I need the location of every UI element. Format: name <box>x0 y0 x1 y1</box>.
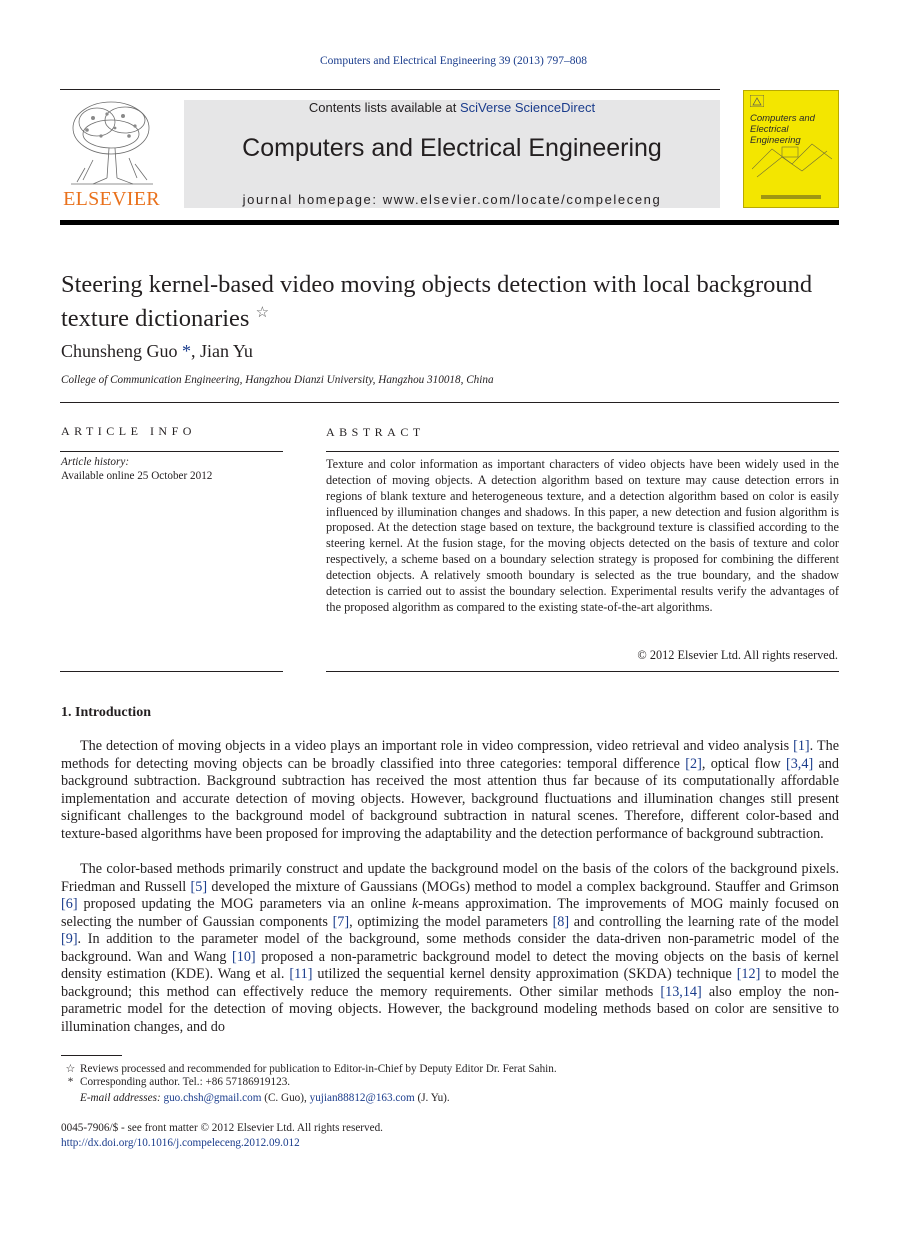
footnote-text: Corresponding author. Tel.: +86 57186919123. <box>80 1076 291 1088</box>
math-variable: k <box>411 896 419 912</box>
abstract-bottom-rule <box>326 671 839 672</box>
reference-link[interactable]: [10] <box>232 948 256 965</box>
article-title-text: Steering kernel-based video moving objects detection with local background texture dictionaries <box>61 271 813 332</box>
paragraph-text: . The methods for detecting moving objects can be broadly classified into three categories: temporal difference <box>61 738 839 772</box>
reference-link[interactable]: [7] <box>332 913 350 930</box>
footnote-rule <box>61 1055 122 1056</box>
author-list <box>61 341 253 362</box>
article-title <box>61 270 821 333</box>
contents-prefix: Contents lists available at <box>308 100 460 115</box>
author-name[interactable]: Chunsheng Guo <box>61 341 178 361</box>
reference-link[interactable]: [3,4] <box>785 755 814 772</box>
doi-link[interactable]: http://dx.doi.org/10.1016/j.compeleceng.2012.09.012 <box>61 1137 300 1149</box>
footnote-review <box>61 1062 557 1075</box>
intro-paragraph-2 <box>61 861 839 1036</box>
sciencedirect-link[interactable]: SciVerse ScienceDirect <box>459 100 596 115</box>
title-footnote-star-icon[interactable]: ☆ <box>255 305 270 321</box>
paragraph-text: , optimizing the model parameters <box>349 913 553 930</box>
reference-link[interactable]: [13,14] <box>660 983 702 1000</box>
author-separator: , <box>191 341 200 361</box>
reference-link[interactable]: [11] <box>289 966 313 982</box>
abstract-copyright: © 2012 Elsevier Ltd. All rights reserved. <box>637 648 838 662</box>
article-history-value: Available online 25 October 2012 <box>61 470 213 482</box>
paragraph-text: proposed updating the MOG parameters via an online <box>77 896 412 912</box>
reference-link[interactable]: [9] <box>61 931 78 947</box>
section-divider <box>60 402 839 403</box>
paragraph-text: . In addition to the parameter model of the background, some methods consider the data-driven non-parametric model of the background. Wan and Wang <box>61 931 839 965</box>
journal-banner <box>184 100 720 208</box>
elsevier-logo <box>60 98 163 210</box>
reference-link[interactable]: [6] <box>61 896 78 912</box>
reference-link[interactable]: [12] <box>736 966 761 982</box>
paragraph-text: also employ the non-parametric model for the detection of moving objects. However, the background modeling methods based on color are sensitive to illumination changes, and do <box>61 983 839 1035</box>
email-owner: (C. Guo), <box>261 1092 310 1104</box>
author-name[interactable]: Jian Yu <box>200 341 253 361</box>
section-heading-introduction: 1. Introduction <box>61 705 151 720</box>
cover-elsevier-icon <box>750 95 764 107</box>
cover-artwork-icon <box>752 139 832 179</box>
paragraph-text: -means approximation. The improvements of MOG mainly focused on selecting the number of Gaussian components <box>61 896 839 930</box>
footnote-text: Reviews processed and recommended for publication to Editor-in-Chief by Deputy Editor Dr. Ferat Sahin. <box>80 1063 557 1075</box>
contents-line <box>184 100 720 115</box>
paragraph-text: utilized the sequential kernel density approximation (SKDA) technique <box>312 966 737 982</box>
footnote-corresponding <box>61 1076 290 1088</box>
cover-bottom-strip <box>744 195 838 201</box>
issn-line: 0045-7906/$ - see front matter © 2012 Elsevier Ltd. All rights reserved. <box>61 1122 383 1134</box>
paragraph-text: The color-based methods primarily construct and update the background model on the basis of the colors of the background pixels. Friedman and Russell <box>61 861 839 895</box>
journal-homepage[interactable]: journal homepage: www.elsevier.com/locate/compeleceng <box>242 192 662 207</box>
reference-link[interactable]: [8] <box>552 913 570 930</box>
paragraph-text: to model the background; this method can effectively reduce the memory requirements. Other similar methods <box>61 966 839 1000</box>
author-affiliation: College of Communication Engineering, Hangzhou Dianzi University, Hangzhou 310018, China <box>61 374 494 386</box>
abstract-heading: ABSTRACT <box>326 425 425 439</box>
email-label: E-mail addresses: <box>80 1092 161 1104</box>
header-thick-rule <box>60 220 839 225</box>
journal-name: Computers and Electrical Engineering <box>242 134 662 162</box>
elsevier-tree-logo-icon <box>63 98 160 188</box>
abstract-text: Texture and color information as important characters of video objects have been widely used in the detection of moving objects. A detection algorithm based on texture may cause detection errors in regions of blank texture and heterogeneous texture, and a detection algorithm based on color is easily influenced by illumination changes and shadows. In this paper, a new detection and fusion algorithm is proposed. At the detection stage based on texture, the background texture is classified according to the steering kernel. At the fusion stage, for the moving objects detected on the basis of texture and color respectively, a scheme based on a boundary selection strategy is proposed for combining the different detection objects. A relatively smooth boundary is selected as the true boundary, and the shadow detection is carried out to assist the boundary selection. Experimental results verify the advantages of the proposed algorithm as compared to the existing state-of-the-art algorithms. <box>326 457 839 614</box>
article-info-heading: ARTICLE INFO <box>61 424 196 438</box>
reference-link[interactable]: [5] <box>190 878 208 895</box>
paragraph-text: developed the mixture of Gaussians (MOGs) method to model a complex background. Stauffer and Grimson <box>207 878 839 895</box>
journal-citation[interactable]: Computers and Electrical Engineering 39 (2013) 797–808 <box>320 55 587 67</box>
article-info-bottom-rule <box>60 671 283 672</box>
journal-cover-thumbnail[interactable] <box>743 90 839 208</box>
corresponding-author-mark[interactable]: * <box>182 341 191 361</box>
footnote-emails <box>80 1092 450 1104</box>
article-history-label: Article history: <box>61 456 130 468</box>
email-link[interactable]: guo.chsh@gmail.com <box>163 1092 262 1104</box>
cover-title-line1: Computers and <box>750 113 815 124</box>
header-divider <box>60 89 720 90</box>
paragraph-text: , optical flow <box>701 755 786 772</box>
cover-title-line2: Electrical Engineering <box>750 124 801 146</box>
intro-paragraph-1 <box>61 738 839 843</box>
abstract-rule <box>326 451 839 452</box>
email-link[interactable]: yujian88812@163.com <box>309 1092 415 1104</box>
paragraph-text: proposed a non-parametric background model to detect the moving objects on the basis of kernel density estimation (KDE). Wang et al. <box>61 948 839 982</box>
paragraph-text: and background subtraction. Background subtraction has received the most attention thus far because of its computationally affordable implementation and accurate detection of moving objects. However, background fluctuations and illumination changes still present significant challenges to the background model of background subtraction in natural scenes. Therefore, different color-based and texture-based algorithms have been proposed for improving the adaptability and the detection performance of background subtraction. <box>61 755 839 842</box>
footnote-asterisk-icon: * <box>67 1076 74 1088</box>
reference-link[interactable]: [1] <box>793 738 810 754</box>
elsevier-wordmark: ELSEVIER <box>63 188 160 210</box>
footnote-star-icon: ☆ <box>65 1063 76 1075</box>
article-info-rule <box>60 451 283 452</box>
paragraph-text: The detection of moving objects in a video plays an important role in video compression, video retrieval and video analysis <box>80 738 794 754</box>
paragraph-text: and controlling the learning rate of the model <box>569 913 839 930</box>
email-owner: (J. Yu). <box>414 1092 450 1104</box>
reference-link[interactable]: [2] <box>685 755 702 772</box>
